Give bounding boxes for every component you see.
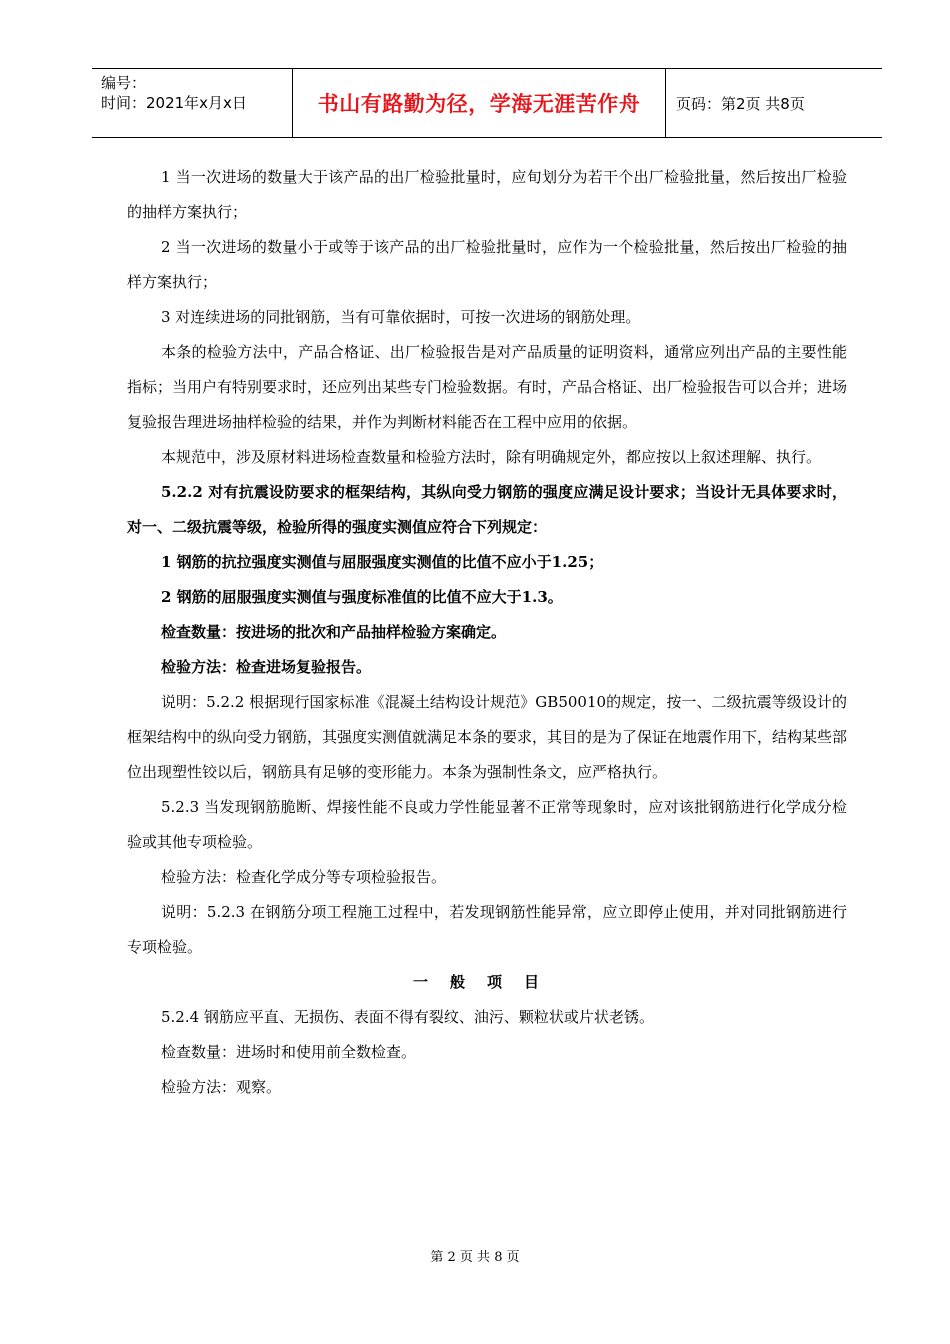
section-title: 一般项目	[412, 973, 561, 991]
inspection-method: 检验方法：观察。	[161, 1078, 282, 1096]
paragraph: 3 对连续进场的同批钢筋，当有可靠依据时，可按一次进场的钢筋处理。	[161, 308, 641, 326]
document-body	[127, 160, 847, 1105]
header-meta	[92, 69, 293, 137]
clause-item: 2 钢筋的屈服强度实测值与强度标准值的比值不应大于1.3。	[161, 588, 563, 606]
header-motto: 书山有路勤为径，学海无涯苦作舟	[317, 92, 641, 116]
inspection-method: 检验方法：检查进场复验报告。	[161, 658, 372, 676]
header-page-cell	[666, 69, 882, 137]
paragraph: 1 当一次进场的数量大于该产品的出厂检验批量时，应旬划分为若干个出厂检验批量，然后按出厂检验的抽样方案执行；	[127, 168, 847, 221]
clause-heading: 5.2.3 当发现钢筋脆断、焊接性能不良或力学性能显著不正常等现象时，应对该批钢筋进行化学成分检验或其他专项检验。	[127, 798, 847, 851]
clause-heading: 5.2.2 对有抗震设防要求的框架结构，其纵向受力钢筋的强度应满足设计要求；当设计无具体要求时，对一、二级抗震等级，检验所得的强度实测值应符合下列规定：	[127, 483, 847, 536]
inspection-quantity: 检查数量：进场时和使用前全数检查。	[161, 1043, 417, 1061]
page-footer	[0, 1246, 950, 1265]
header-motto-cell	[293, 69, 666, 137]
footer-page-number: 第 2 页 共 8 页	[430, 1250, 520, 1265]
document-number-label: 编号：	[101, 74, 147, 92]
paragraph: 本条的检验方法中，产品合格证、出厂检验报告是对产品质量的证明资料，通常应列出产品的主要性能指标；当用户有特别要求时，还应列出某些专门检验数据。有时，产品合格证、出厂检验报告可以合并；进场复验报告理进场抽样检验的结果，并作为判断材料能否在工程中应用的依据。	[127, 343, 848, 431]
paragraph: 2 当一次进场的数量小于或等于该产品的出厂检验批量时，应作为一个检验批量，然后按出厂检验的抽样方案执行；	[127, 238, 847, 291]
clause-item: 1 钢筋的抗拉强度实测值与屈服强度实测值的比值不应小于1.25；	[161, 553, 604, 571]
clause-heading: 5.2.4 钢筋应平直、无损伤、表面不得有裂纹、油污、颗粒状或片状老锈。	[161, 1008, 654, 1026]
explanation: 说明：5.2.3 在钢筋分项工程施工过程中，若发现钢筋性能异常，应立即停止使用，并对同批钢筋进行专项检验。	[127, 903, 847, 956]
explanation: 说明：5.2.2 根据现行国家标准《混凝土结构设计规范》GB50010的规定，按一、二级抗震等级设计的框架结构中的纵向受力钢筋，其强度实测值就满足本条的要求，其目的是为了保证在地震作用下，结构某些部位出现塑性铰以后，钢筋具有足够的变形能力。本条为强制性条文，应严格执行。	[127, 693, 848, 781]
inspection-method: 检验方法：检查化学成分等专项检验报告。	[161, 868, 447, 886]
header-page-label: 页码：第2页 共8页	[676, 94, 805, 113]
page-header	[92, 68, 882, 138]
document-time-label: 时间：2021年x月x日	[101, 94, 247, 112]
paragraph: 本规范中，涉及原材料进场检查数量和检验方法时，除有明确规定外，都应按以上叙述理解、执行。	[161, 448, 822, 466]
inspection-quantity: 检查数量：按进场的批次和产品抽样检验方案确定。	[161, 623, 507, 641]
